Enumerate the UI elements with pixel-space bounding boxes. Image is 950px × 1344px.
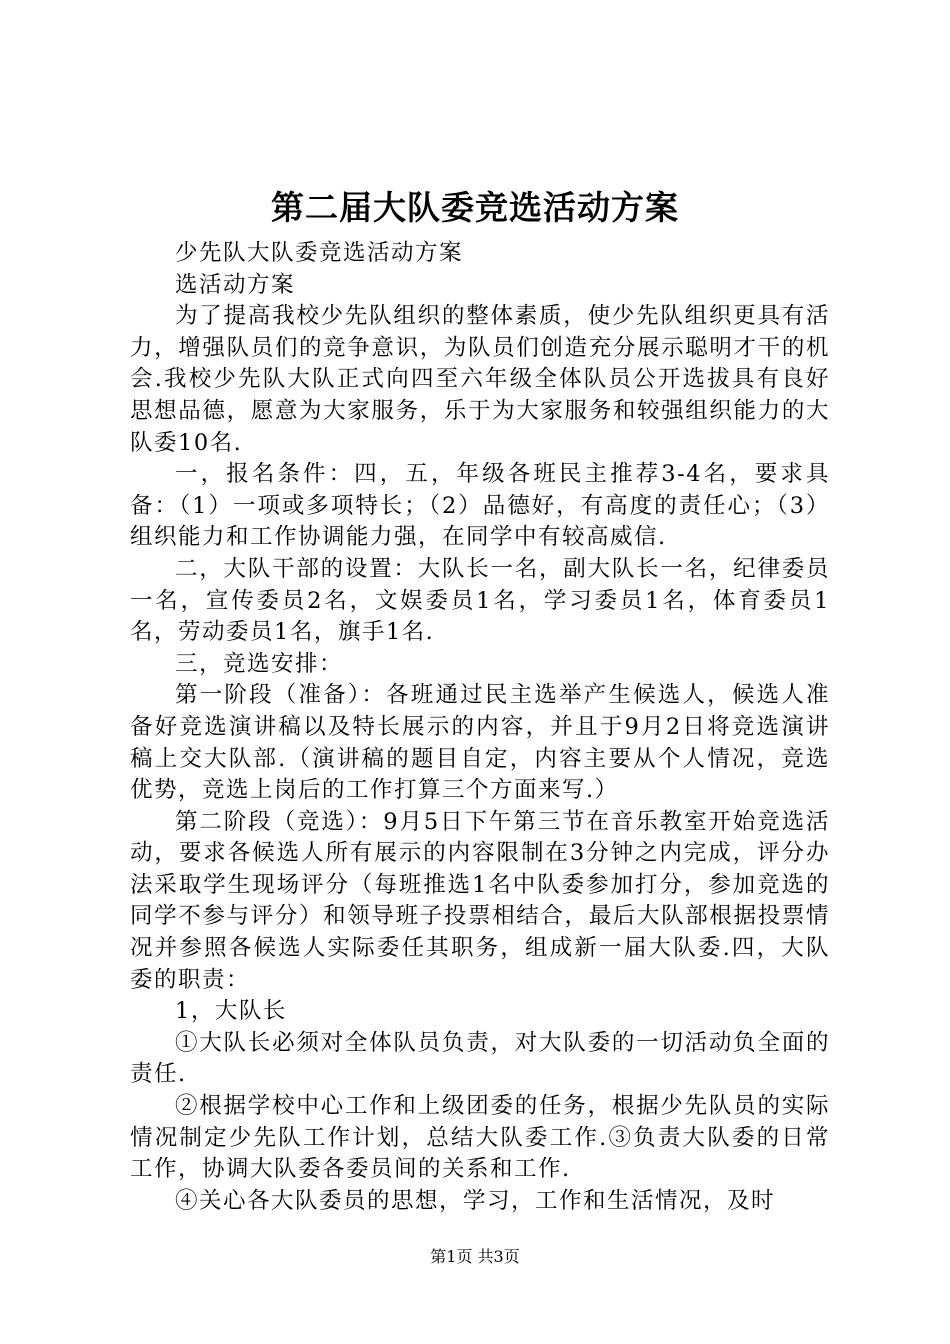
paragraph: 为了提高我校少先队组织的整体素质，使少先队组织更具有活力，增强队员们的竞争意识，为队员们创造充分展示聪明才干的机会.我校少先队大队正式向四至六年级全体队员公开选拔具有良好思想品德，愿意为大家服务，乐于为大家服务和较强组织能力的大队委10名. — [130, 303, 830, 456]
paragraph: 第一阶段（准备）：各班通过民主选举产生候选人，候选人准备好竞选演讲稿以及特长展示的内容，并且于9月2日将竞选演讲稿上交大队部.（演讲稿的题目自定，内容主要从个人情况，竞选优势，竞选上岗后的工作打算三个方面来写.） — [130, 682, 830, 804]
document-body — [130, 238, 830, 1217]
paragraph: 1，大队长 — [175, 998, 287, 1025]
paragraph: 少先队大队委竞选活动方案 — [175, 240, 464, 266]
paragraph: ④关心各大队委员的思想，学习，工作和生活情况，及时 — [175, 1187, 776, 1214]
paragraph: ②根据学校中心工作和上级团委的任务，根据少先队员的实际情况制定少先队工作计划，总结大队委工作.③负责大队委的日常工作，协调大队委各委员间的关系和工作. — [130, 1093, 830, 1183]
paragraph: 一，报名条件：四，五，年级各班民主推荐3-4名，要求具备：（1）一项或多项特长；（2）品德好，有高度的责任心；（3）组织能力和工作协调能力强，在同学中有较高威信. — [130, 461, 830, 551]
paragraph: ①大队长必须对全体队员负责，对大队委的一切活动负全面的责任. — [130, 1029, 830, 1088]
paragraph: 选活动方案 — [175, 271, 296, 298]
paragraph: 第二阶段（竞选）：9月5日下午第三节在音乐教室开始竞选活动，要求各候选人所有展示的内容限制在3分钟之内完成，评分办法采取学生现场评分（每班推选1名中队委参加打分，参加竞选的同学不参与评分）和领导班子投票相结合，最后大队部根据投票情况并参照各候选人实际委任其职务，组成新一届大队委.四，大队委的职责： — [130, 808, 830, 993]
page-number-footer: 第1页 共3页 — [430, 1247, 520, 1266]
paragraph: 三，竞选安排： — [175, 650, 344, 677]
document-title: 第二届大队委竞选活动方案 — [271, 188, 679, 227]
paragraph: 二，大队干部的设置：大队长一名，副大队长一名，纪律委员一名，宣传委员2名，文娱委员1名，学习委员1名，体育委员1名，劳动委员1名，旗手1名. — [130, 555, 830, 646]
